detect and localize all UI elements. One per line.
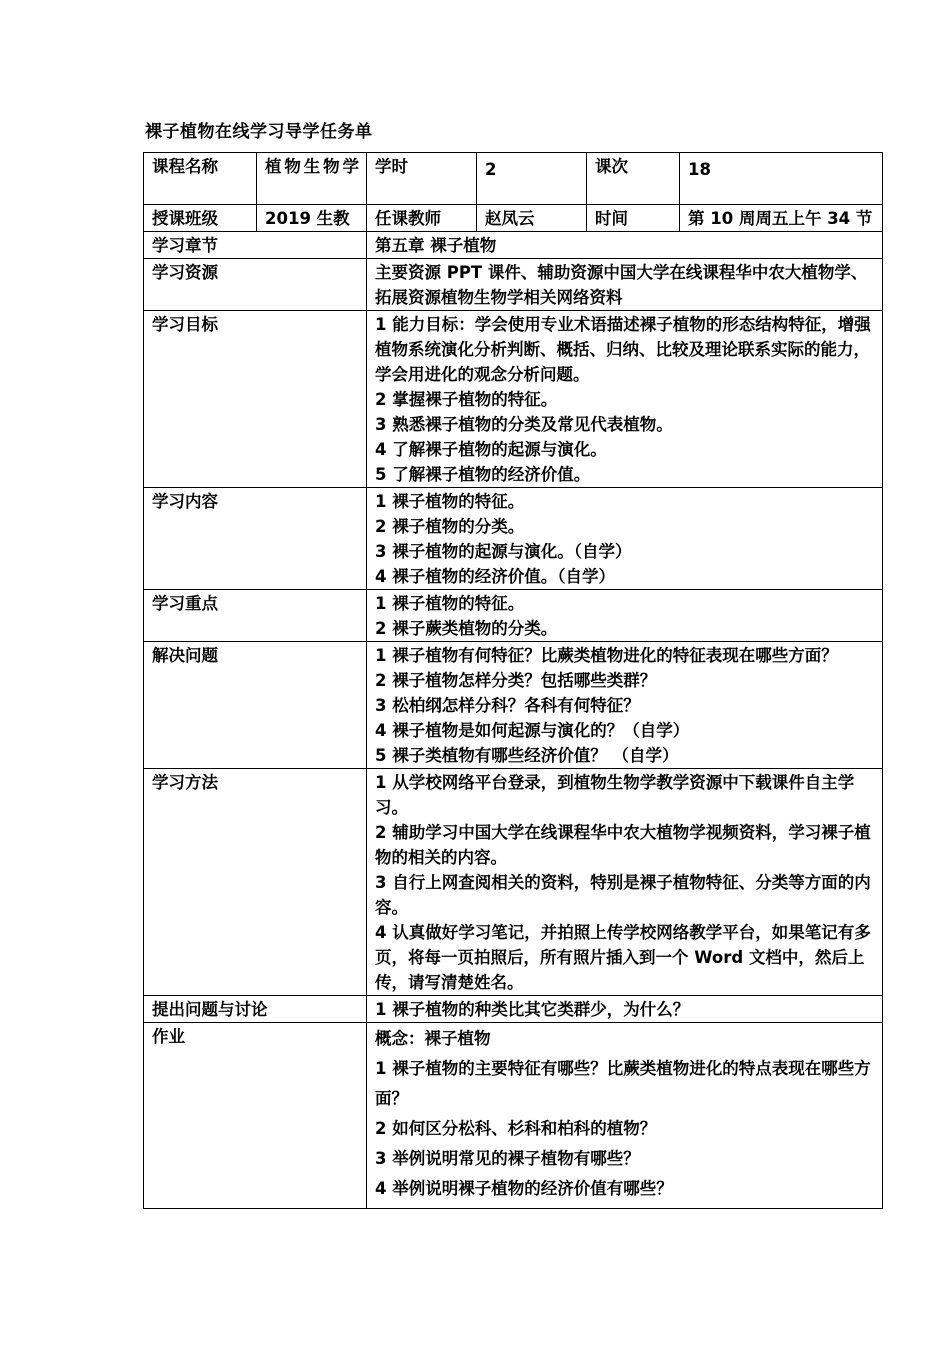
homework-list <box>367 1023 883 1209</box>
method-item: 2 辅助学习中国大学在线课程华中农大植物学视频资料，学习裸子植物的相关的内容。 <box>375 823 871 867</box>
homework-item: 4 举例说明裸子植物的经济价值有哪些？ <box>375 1179 673 1198</box>
goal-item: 2 掌握裸子植物的特征。 <box>375 390 558 409</box>
chapter-text: 第五章 裸子植物 <box>367 232 883 259</box>
methods-label: 学习方法 <box>144 769 367 996</box>
problem-item: 3 松柏纲怎样分科？各科有何特征？ <box>375 696 640 715</box>
key-points-label: 学习重点 <box>144 590 367 642</box>
problem-item: 2 裸子植物怎样分类？包括哪些类群？ <box>375 671 657 690</box>
discussion-row <box>144 996 883 1023</box>
key-point-item: 2 裸子蕨类植物的分类。 <box>375 619 558 638</box>
content-list <box>367 488 883 590</box>
methods-row <box>144 769 883 996</box>
content-label: 学习内容 <box>144 488 367 590</box>
homework-item: 3 举例说明常见的裸子植物有哪些？ <box>375 1149 640 1168</box>
problem-item: 1 裸子植物有何特征？比蕨类植物进化的特征表现在哪些方面？ <box>375 646 838 665</box>
key-points-row <box>144 590 883 642</box>
homework-item: 概念：裸子植物 <box>375 1029 491 1048</box>
homework-item: 1 裸子植物的主要特征有哪些？比蕨类植物进化的特点表现在哪些方面？ <box>375 1059 871 1108</box>
method-item: 1 从学校网络平台登录，到植物生物学教学资源中下载课件自主学习。 <box>375 773 855 817</box>
lesson-value: 18 <box>680 153 883 205</box>
problem-item: 5 裸子类植物有哪些经济价值？ （自学） <box>375 746 679 765</box>
resources-row <box>144 259 883 311</box>
method-item: 3 自行上网查阅相关的资料，特别是裸子植物特征、分类等方面的内容。 <box>375 873 871 917</box>
method-item: 4 认真做好学习笔记，并拍照上传学校网络教学平台，如果笔记有多页，将每一页拍照后，所有照片插入到一个 Word 文档中，然后上传，请写清楚姓名。 <box>375 923 871 992</box>
class-value: 2019 生教 <box>257 205 367 232</box>
goal-item: 4 了解裸子植物的起源与演化。 <box>375 440 607 459</box>
chapter-row <box>144 232 883 259</box>
header-row-2 <box>144 205 883 232</box>
goals-row <box>144 311 883 488</box>
course-name-label: 课程名称 <box>144 153 257 205</box>
header-row-1 <box>144 153 883 205</box>
lesson-label: 课次 <box>587 153 680 205</box>
goal-item: 3 熟悉裸子植物的分类及常见代表植物。 <box>375 415 673 434</box>
content-item: 1 裸子植物的特征。 <box>375 492 525 511</box>
goal-item: 5 了解裸子植物的经济价值。 <box>375 465 591 484</box>
goals-label: 学习目标 <box>144 311 367 488</box>
hours-label: 学时 <box>367 153 477 205</box>
document-title: 裸子植物在线学习导学任务单 <box>145 122 373 142</box>
hours-value: 2 <box>477 153 587 205</box>
goal-item: 1 能力目标：学会使用专业术语描述裸子植物的形态结构特征，增强植物系统演化分析判断、概括、归纳、比较及理论联系实际的能力，学会用进化的观念分析问题。 <box>375 315 871 384</box>
key-points-list <box>367 590 883 642</box>
discussion-label: 提出问题与讨论 <box>144 996 367 1023</box>
problem-item: 4 裸子植物是如何起源与演化的？（自学） <box>375 721 690 740</box>
content-row <box>144 488 883 590</box>
time-label: 时间 <box>587 205 680 232</box>
chapter-label: 学习章节 <box>144 232 367 259</box>
time-value: 第 10 周周五上午 34 节 <box>680 205 883 232</box>
course-name-value: 植物生物学 <box>257 153 367 205</box>
problems-row <box>144 642 883 769</box>
problems-label: 解决问题 <box>144 642 367 769</box>
homework-item: 2 如何区分松科、杉科和柏科的植物？ <box>375 1119 657 1138</box>
goals-list <box>367 311 883 488</box>
content-item: 4 裸子植物的经济价值。（自学） <box>375 567 615 586</box>
problems-list <box>367 642 883 769</box>
homework-row <box>144 1023 883 1209</box>
teacher-label: 任课教师 <box>367 205 477 232</box>
discussion-text: 1 裸子植物的种类比其它类群少，为什么？ <box>367 996 883 1023</box>
resources-text: 主要资源 PPT 课件、辅助资源中国大学在线课程华中农大植物学、拓展资源植物生物学相关网络资料 <box>367 259 883 311</box>
key-point-item: 1 裸子植物的特征。 <box>375 594 525 613</box>
content-item: 3 裸子植物的起源与演化。（自学） <box>375 542 632 561</box>
class-label: 授课班级 <box>144 205 257 232</box>
task-table <box>143 152 883 1209</box>
content-item: 2 裸子植物的分类。 <box>375 517 525 536</box>
homework-label: 作业 <box>144 1023 367 1209</box>
resources-label: 学习资源 <box>144 259 367 311</box>
teacher-value: 赵凤云 <box>477 205 587 232</box>
methods-list <box>367 769 883 996</box>
